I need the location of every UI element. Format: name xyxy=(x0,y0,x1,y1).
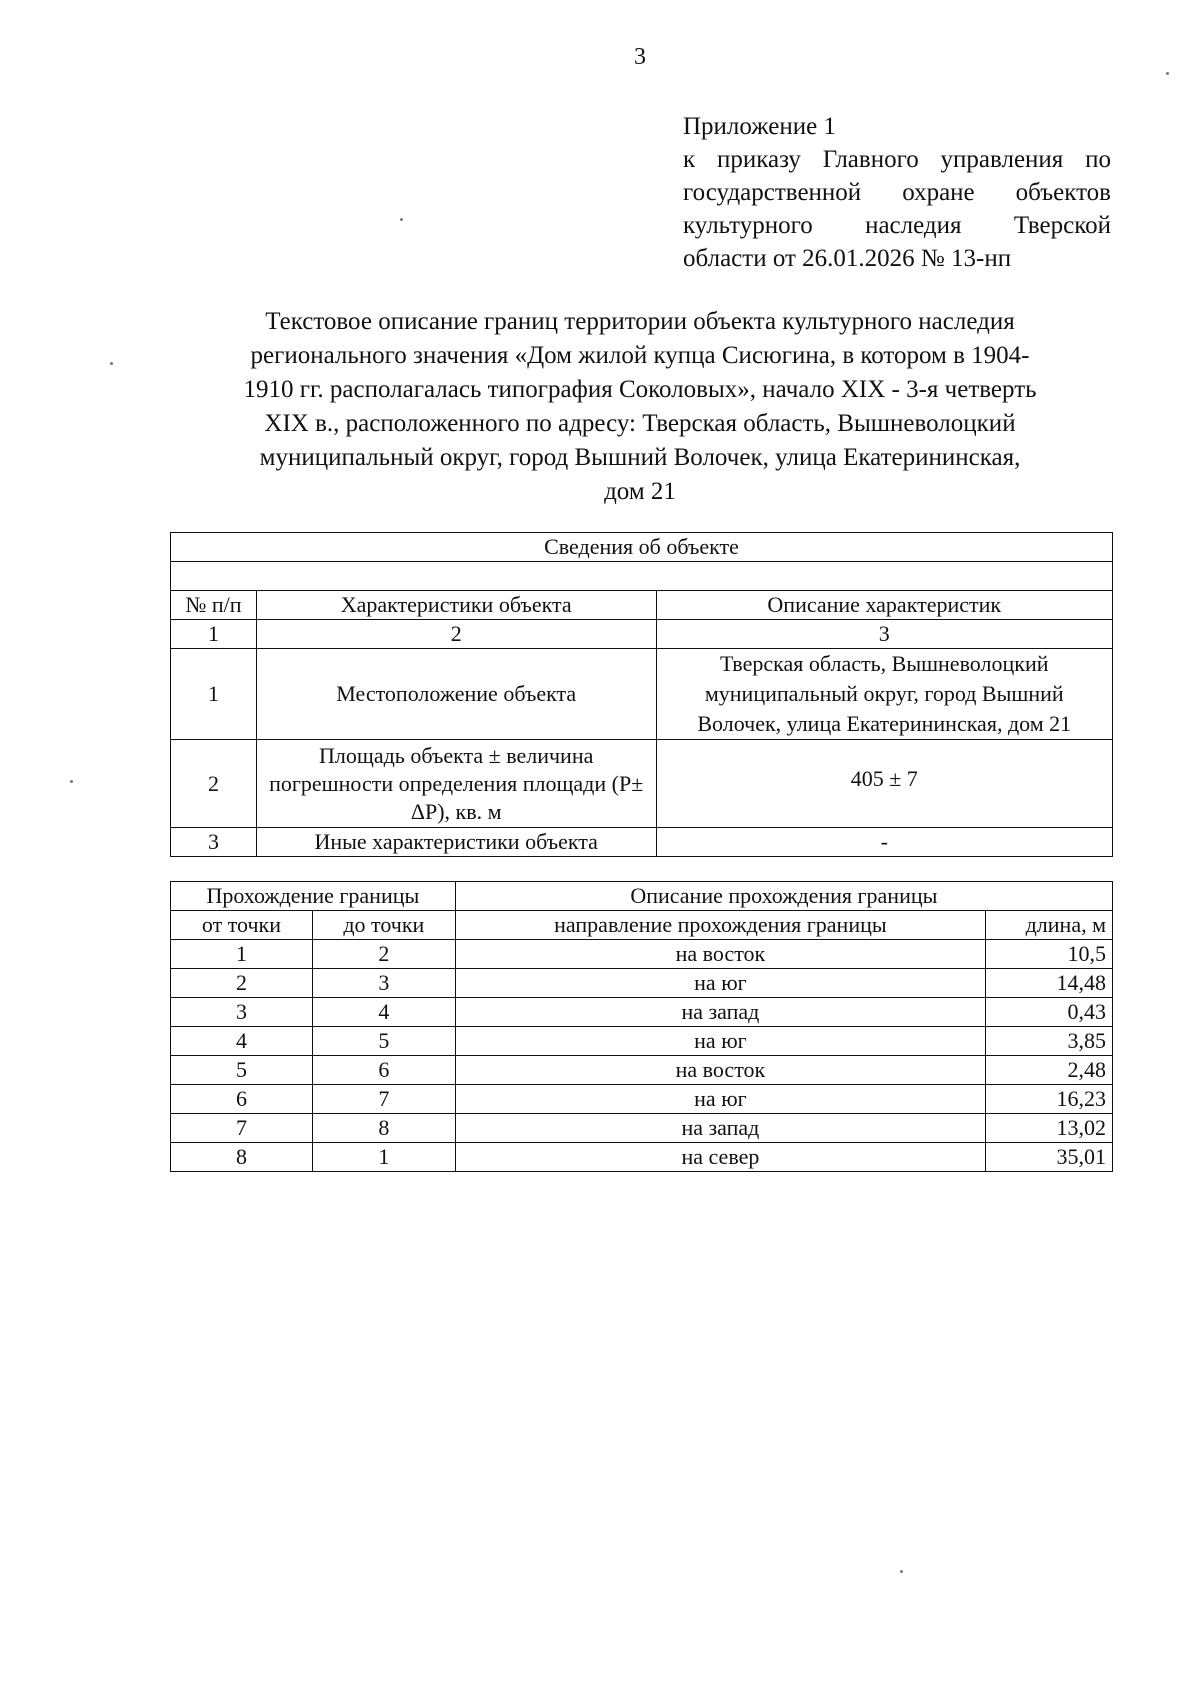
boundary-header-length: длина, м xyxy=(986,911,1113,940)
table-row xyxy=(171,1056,1113,1085)
table-row xyxy=(171,828,1113,857)
info-numbering-cell: 1 xyxy=(171,620,257,649)
boundary-table xyxy=(170,881,1113,1172)
boundary-length: 2,48 xyxy=(986,1056,1113,1085)
document-title xyxy=(160,305,1120,509)
boundary-from: 8 xyxy=(171,1143,313,1172)
boundary-from: 4 xyxy=(171,1027,313,1056)
info-header-num: № п/п xyxy=(171,591,257,620)
title-line: 1910 гг. располагалась типография Соколовых», начало XIX - 3-я четверть xyxy=(243,376,1037,403)
boundary-direction: на юг xyxy=(455,1085,985,1114)
boundary-direction: на юг xyxy=(455,1027,985,1056)
boundary-to: 7 xyxy=(312,1085,455,1114)
title-line: XIX в., расположенного по адресу: Тверская область, Вышневолоцкий xyxy=(264,410,1016,437)
scan-speck xyxy=(1166,72,1169,75)
boundary-length: 0,43 xyxy=(986,998,1113,1027)
title-line: муниципальный округ, город Вышний Волочек, улица Екатерининская, xyxy=(259,444,1021,471)
info-row-description: 405 ± 7 xyxy=(656,740,1113,828)
appendix-line: государственной охране объектов xyxy=(683,179,1111,206)
info-row-num: 2 xyxy=(171,740,257,828)
boundary-from: 6 xyxy=(171,1085,313,1114)
boundary-to: 1 xyxy=(312,1143,455,1172)
appendix-line: к приказу Главного управления по xyxy=(683,146,1111,173)
appendix-line: Приложение 1 xyxy=(683,113,836,140)
boundary-to: 6 xyxy=(312,1056,455,1085)
info-header-characteristic: Характеристики объекта xyxy=(256,591,656,620)
info-row-num: 3 xyxy=(171,828,257,857)
info-row-characteristic: Иные характеристики объекта xyxy=(256,828,656,857)
boundary-length: 3,85 xyxy=(986,1027,1113,1056)
boundary-direction: на юг xyxy=(455,969,985,998)
info-header-description: Описание характеристик xyxy=(656,591,1113,620)
appendix-line: области от 26.01.2026 № 13-нп xyxy=(683,245,1012,272)
scan-speck xyxy=(900,1570,903,1573)
info-numbering-cell: 2 xyxy=(256,620,656,649)
table-row xyxy=(171,1085,1113,1114)
table-row xyxy=(171,1114,1113,1143)
boundary-direction: на восток xyxy=(455,1056,985,1085)
table-row xyxy=(171,740,1113,828)
boundary-from: 5 xyxy=(171,1056,313,1085)
boundary-length: 35,01 xyxy=(986,1143,1113,1172)
boundary-header-from: от точки xyxy=(171,911,313,940)
boundary-length: 16,23 xyxy=(986,1085,1113,1114)
boundary-direction: на запад xyxy=(455,998,985,1027)
boundary-length: 10,5 xyxy=(986,940,1113,969)
boundary-to: 8 xyxy=(312,1114,455,1143)
appendix-block xyxy=(683,110,1111,275)
info-row-characteristic: Площадь объекта ± величина погрешности определения площади (P± ΔP), кв. м xyxy=(256,740,656,828)
boundary-header-direction: направление прохождения границы xyxy=(455,911,985,940)
boundary-direction: на восток xyxy=(455,940,985,969)
boundary-from: 7 xyxy=(171,1114,313,1143)
table-row xyxy=(171,1143,1113,1172)
appendix-line: культурного наследия Тверской xyxy=(683,212,1111,239)
info-table-spacer xyxy=(171,562,1113,591)
boundary-from: 1 xyxy=(171,940,313,969)
boundary-header-to: до точки xyxy=(312,911,455,940)
boundary-to: 4 xyxy=(312,998,455,1027)
table-row xyxy=(171,969,1113,998)
boundary-direction: на север xyxy=(455,1143,985,1172)
boundary-group-header-right: Описание прохождения границы xyxy=(455,882,1112,911)
title-line: регионального значения «Дом жилой купца Сисюгина, в котором в 1904- xyxy=(250,342,1030,369)
table-row xyxy=(171,940,1113,969)
info-numbering-cell: 3 xyxy=(656,620,1113,649)
boundary-from: 2 xyxy=(171,969,313,998)
info-row-description: - xyxy=(656,828,1113,857)
info-row-characteristic: Местоположение объекта xyxy=(256,649,656,740)
boundary-length: 14,48 xyxy=(986,969,1113,998)
boundary-to: 2 xyxy=(312,940,455,969)
title-line: дом 21 xyxy=(604,478,676,505)
info-row-description: Тверская область, Вышневолоцкий муниципальный округ, город Вышний Волочек, улица Екатерининская, дом 21 xyxy=(656,649,1113,740)
table-row xyxy=(171,649,1113,740)
object-info-table xyxy=(170,532,1113,857)
title-line: Текстовое описание границ территории объекта культурного наследия xyxy=(265,308,1015,335)
boundary-length: 13,02 xyxy=(986,1114,1113,1143)
boundary-to: 5 xyxy=(312,1027,455,1056)
scan-speck xyxy=(400,218,403,221)
scan-speck xyxy=(110,362,113,365)
boundary-from: 3 xyxy=(171,998,313,1027)
page-number: 3 xyxy=(634,44,646,70)
boundary-direction: на запад xyxy=(455,1114,985,1143)
info-row-num: 1 xyxy=(171,649,257,740)
boundary-to: 3 xyxy=(312,969,455,998)
info-table-caption: Сведения об объекте xyxy=(171,533,1113,562)
table-row xyxy=(171,998,1113,1027)
table-row xyxy=(171,1027,1113,1056)
scan-speck xyxy=(70,780,73,783)
boundary-group-header-left: Прохождение границы xyxy=(171,882,456,911)
